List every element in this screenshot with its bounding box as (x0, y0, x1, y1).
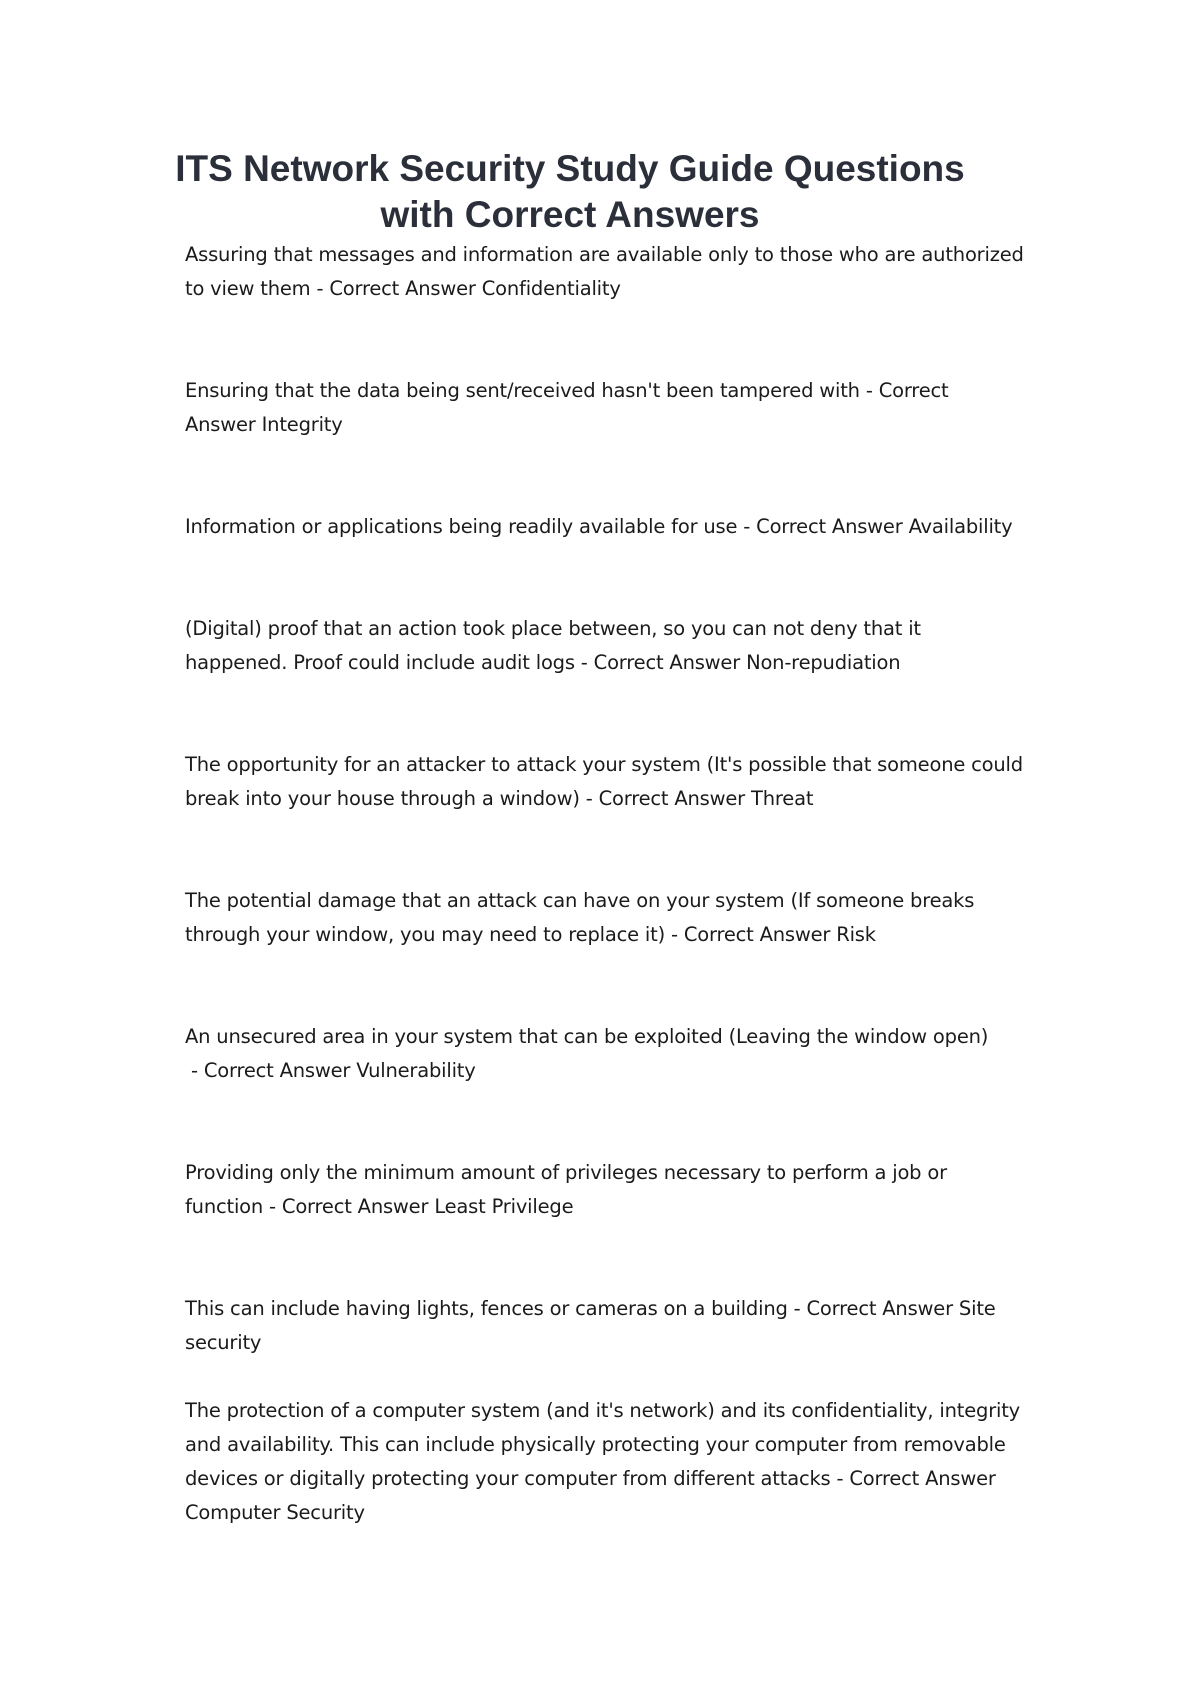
qa-entry: Providing only the minimum amount of privileges necessary to perform a job or function - Correct Answer Least Privilege (185, 1161, 947, 1218)
answer-text: Confidentiality (481, 277, 621, 300)
answer-text: Availability (908, 515, 1013, 538)
answer-text: Vulnerability (356, 1059, 476, 1082)
answer-prefix: Correct Answer (593, 651, 741, 674)
answer-prefix: Correct Answer (849, 1467, 996, 1490)
question-text: The potential damage that an attack can have on your system (If someone breaks through your window, you may need to replace it) (185, 889, 975, 946)
question-text: An unsecured area in your system that can be exploited (Leaving the window open) (185, 1025, 989, 1048)
qa-entry: Information or applications being readily available for use - Correct Answer Availability (185, 515, 1013, 538)
answer-prefix: Correct Answer (806, 1297, 953, 1320)
page-title: ITS Network Security Study Guide Questions with Correct Answers (175, 148, 965, 235)
question-text: Ensuring that the data being sent/received hasn't been tampered with (185, 379, 860, 402)
answer-text: Integrity (261, 413, 343, 436)
answer-text: Computer Security (185, 1501, 365, 1524)
answer-prefix: Correct Answer (329, 277, 476, 300)
answer-text: Risk (836, 923, 876, 946)
answer-text: Site security (185, 1297, 996, 1354)
qa-entry: (Digital) proof that an action took place between, so you can not deny that it happened. Proof could include audit logs - Correct Answer Non-repudiation (185, 617, 921, 674)
answer-prefix: Correct Answer (203, 1059, 351, 1082)
question-text: Information or applications being readily available for use (185, 515, 738, 538)
qa-entry: Ensuring that the data being sent/received hasn't been tampered with - Correct Answer Integrity (185, 379, 949, 436)
question-text: The protection of a computer system (and it's network) and its confidentiality, integrity and availability. This can include physically protecting your computer from removable devices or digitally protecting your computer from different attacks (185, 1399, 1021, 1490)
answer-prefix: Correct Answer (598, 787, 746, 810)
answer-prefix: Correct Answer (683, 923, 831, 946)
answer-text: Non-repudiation (746, 651, 901, 674)
qa-entry: An unsecured area in your system that can be exploited (Leaving the window open) - Correct Answer Vulnerability (185, 1025, 989, 1082)
question-text: (Digital) proof that an action took place between, so you can not deny that it happened. Proof could include audit logs (185, 617, 921, 674)
answer-text: Least Privilege (434, 1195, 574, 1218)
answer-text: Threat (751, 787, 814, 810)
question-text: Providing only the minimum amount of privileges necessary to perform a job or function (185, 1161, 947, 1218)
qa-entry: The opportunity for an attacker to attack your system (It's possible that someone could break into your house through a window) - Correct Answer Threat (185, 753, 1023, 810)
question-text: Assuring that messages and information are available only to those who are authorized to view them (185, 243, 1024, 300)
qa-entry: Assuring that messages and information are available only to those who are authorized to view them - Correct Answer Confidentiality (185, 243, 1024, 300)
answer-prefix: Correct Answer (281, 1195, 429, 1218)
question-text: This can include having lights, fences or cameras on a building (185, 1297, 788, 1320)
qa-entry: This can include having lights, fences or cameras on a building - Correct Answer Site security (185, 1297, 996, 1354)
question-text: The opportunity for an attacker to attack your system (It's possible that someone could break into your house through a window) (185, 753, 1023, 810)
answer-prefix: Correct Answer (756, 515, 903, 538)
answer-prefix: Correct Answer (185, 379, 949, 436)
qa-entry: The potential damage that an attack can have on your system (If someone breaks through your window, you may need to replace it) - Correct Answer Risk (185, 889, 975, 946)
qa-entry: The protection of a computer system (and it's network) and its confidentiality, integrity and availability. This can include physically protecting your computer from removable devices or digitally protecting your computer from different attacks - Correct Answer Computer Security (185, 1399, 1021, 1524)
